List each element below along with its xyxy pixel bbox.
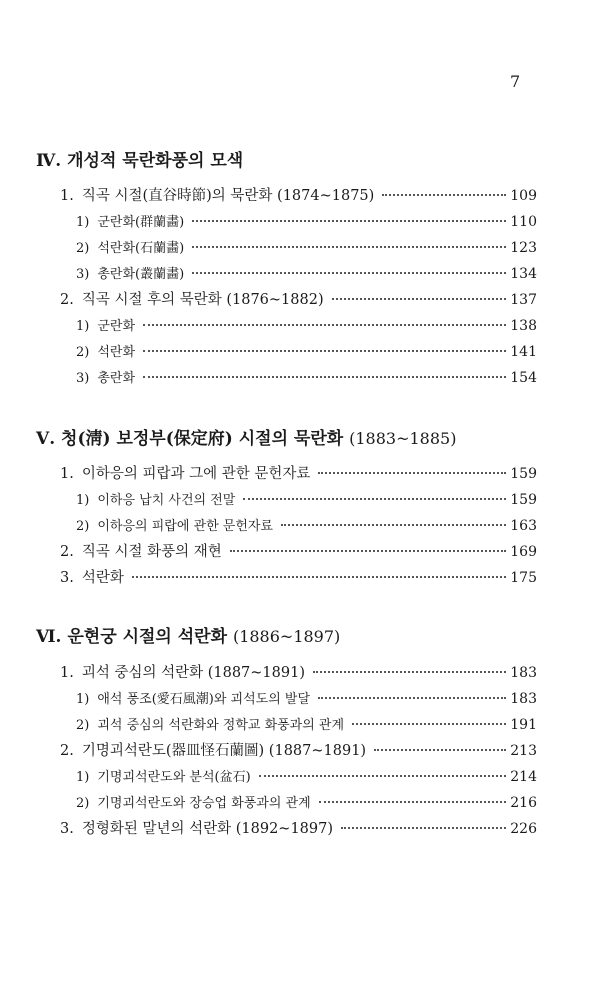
entry-number: 3. (60, 821, 74, 837)
dot-leader (243, 498, 506, 500)
entry-number: 3) (76, 371, 90, 386)
entry-page: 159 (510, 492, 537, 508)
toc-subentry[interactable] (76, 317, 537, 336)
toc-subentry[interactable] (76, 794, 537, 813)
toc-subentry[interactable] (76, 491, 537, 510)
dot-leader (374, 749, 506, 751)
entry-title: 괴석 중심의 석란화와 정학교 화풍과의 관계 (97, 718, 345, 733)
toc-entry[interactable] (60, 742, 537, 760)
entry-number: 1) (76, 493, 90, 508)
entry-number: 3) (76, 267, 90, 282)
dot-leader (259, 775, 507, 777)
entry-title: 석란화 (81, 570, 124, 586)
entry-number: 1) (76, 692, 90, 707)
entry-page: 163 (510, 518, 537, 534)
entry-number: 2. (60, 743, 74, 759)
toc-entry[interactable] (60, 465, 537, 483)
entry-title: 총란화(叢蘭畵) (97, 267, 185, 282)
entry-page: 159 (510, 466, 537, 482)
toc-entry[interactable] (60, 291, 537, 309)
entry-page: 183 (510, 691, 537, 707)
dot-leader (143, 350, 506, 352)
entry-title: 기명괴석란도와 장승업 화풍과의 관계 (97, 796, 311, 811)
dot-leader (341, 827, 506, 829)
entry-number: 1. (60, 188, 74, 204)
toc-subentry[interactable] (76, 716, 537, 735)
dot-leader (318, 697, 506, 699)
entry-title: 직곡 시절 화풍의 재현 (81, 544, 222, 560)
toc-subentry[interactable] (76, 343, 537, 362)
entry-page: 169 (510, 544, 537, 560)
toc-subentry[interactable] (76, 239, 537, 258)
entry-title: 이하응 납치 사건의 전말 (97, 493, 236, 508)
page-number: 7 (510, 72, 521, 91)
dot-leader (313, 671, 506, 673)
chapter-heading (36, 424, 456, 449)
dot-leader (318, 472, 506, 474)
entry-number: 2. (60, 544, 74, 560)
dot-leader (192, 246, 506, 248)
dot-leader (281, 524, 506, 526)
entry-title: 이하응의 피랍과 그에 관한 문헌자료 (81, 466, 311, 482)
entry-page: 141 (510, 344, 537, 360)
entry-page: 175 (510, 570, 537, 586)
chapter-heading (36, 622, 340, 647)
toc-subentry[interactable] (76, 690, 537, 709)
dot-leader (132, 576, 506, 578)
toc-subentry[interactable] (76, 517, 537, 536)
chapter-years: (1883~1885) (349, 429, 457, 448)
entry-page: 138 (510, 318, 537, 334)
entry-number: 1. (60, 466, 74, 482)
entry-number: 1) (76, 215, 90, 230)
entry-title: 직곡 시절 후의 묵란화 (1876~1882) (81, 292, 324, 308)
entry-page: 216 (510, 795, 537, 811)
toc-entry[interactable] (60, 820, 537, 838)
toc-entry[interactable] (60, 543, 537, 561)
toc-entry[interactable] (60, 187, 537, 205)
entry-number: 2) (76, 345, 90, 360)
entry-title: 이하응의 피랍에 관한 문헌자료 (97, 519, 273, 534)
entry-number: 1. (60, 665, 74, 681)
entry-number: 2) (76, 718, 90, 733)
toc-entry[interactable] (60, 569, 537, 587)
chapter-title: Ⅴ. 청(淸) 보정부(保定府) 시절의 묵란화 (36, 429, 344, 449)
entry-title: 기명괴석란도(器皿怪石蘭圖) (1887~1891) (81, 743, 367, 759)
entry-number: 2) (76, 519, 90, 534)
entry-title: 애석 풍조(愛石風潮)와 괴석도의 발달 (97, 692, 311, 707)
entry-page: 134 (510, 266, 537, 282)
entry-title: 기명괴석란도와 분석(盆石) (97, 770, 251, 785)
entry-page: 183 (510, 665, 537, 681)
entry-number: 1) (76, 319, 90, 334)
toc-entry[interactable] (60, 664, 537, 682)
dot-leader (382, 194, 506, 196)
chapter-years: (1886~1897) (232, 627, 341, 646)
dot-leader (143, 376, 506, 378)
chapter-title: Ⅳ. 개성적 묵란화풍의 모색 (36, 151, 244, 171)
dot-leader (230, 550, 507, 552)
entry-page: 110 (510, 214, 537, 230)
entry-title: 정형화된 말년의 석란화 (1892~1897) (81, 821, 334, 837)
toc-subentry[interactable] (76, 265, 537, 284)
toc-subentry[interactable] (76, 213, 537, 232)
entry-number: 2. (60, 292, 74, 308)
toc-subentry[interactable] (76, 369, 537, 388)
entry-title: 군란화 (97, 319, 136, 334)
dot-leader (192, 220, 506, 222)
entry-page: 137 (510, 292, 537, 308)
entry-page: 213 (510, 743, 537, 759)
entry-number: 2) (76, 796, 90, 811)
dot-leader (192, 272, 506, 274)
dot-leader (332, 298, 507, 300)
entry-page: 214 (510, 769, 537, 785)
entry-page: 154 (510, 370, 537, 386)
entry-number: 2) (76, 241, 90, 256)
entry-page: 109 (510, 188, 537, 204)
chapter-heading (36, 146, 243, 171)
entry-number: 3. (60, 570, 74, 586)
dot-leader (352, 723, 506, 725)
toc-subentry[interactable] (76, 768, 537, 787)
entry-page: 226 (510, 821, 537, 837)
entry-title: 군란화(群蘭畵) (97, 215, 185, 230)
entry-title: 석란화 (97, 345, 136, 360)
entry-title: 석란화(石蘭畵) (97, 241, 185, 256)
chapter-title: Ⅵ. 운현궁 시절의 석란화 (36, 627, 228, 647)
entry-title: 총란화 (97, 371, 136, 386)
entry-title: 괴석 중심의 석란화 (1887~1891) (81, 665, 305, 681)
entry-number: 1) (76, 770, 90, 785)
entry-title: 직곡 시절(直谷時節)의 묵란화 (1874~1875) (81, 188, 375, 204)
entry-page: 191 (510, 717, 537, 733)
dot-leader (319, 801, 507, 803)
entry-page: 123 (510, 240, 537, 256)
dot-leader (143, 324, 506, 326)
